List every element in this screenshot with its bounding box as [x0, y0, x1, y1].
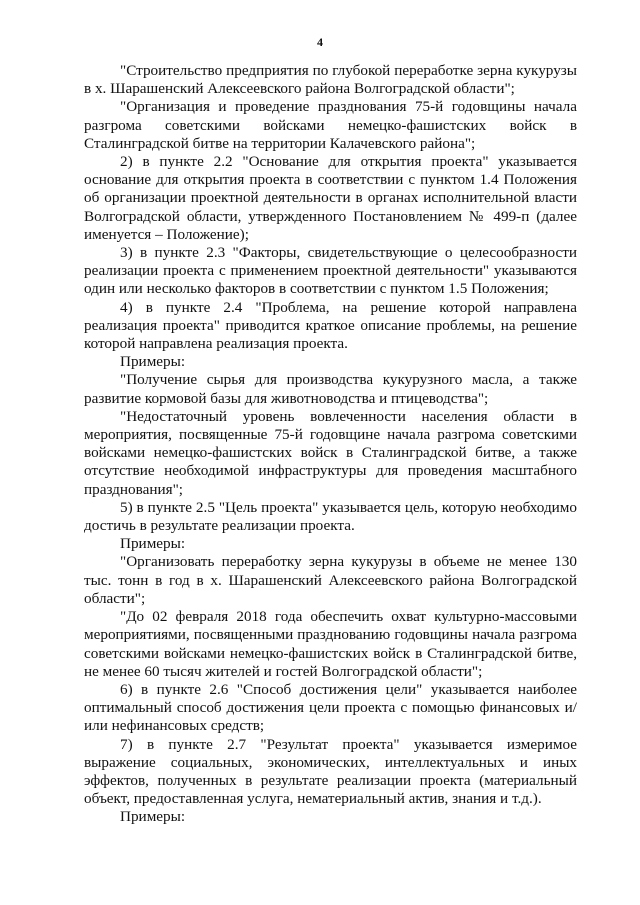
- clause-paragraph: 3) в пункте 2.3 "Факторы, свидетельствующие о целесообразности реализации проекта с применением проектной деятельности" указываются один или несколько факторов в соответствии с пунктом 1.5 Положения;: [84, 244, 577, 298]
- clause-paragraph: 5) в пункте 2.5 "Цель проекта" указывается цель, которую необходимо достичь в результате реализации проекта.: [84, 498, 577, 535]
- clause-paragraph: 7) в пункте 2.7 "Результат проекта" указывается измеримое выражение социальных, экономических, интеллектуальных и иных эффектов, полученных в результате реализации проекта (материальный объект, предоставленная услуга, нематериальный актив, знания и т.д.).: [84, 735, 577, 808]
- examples-heading: Примеры:: [120, 535, 186, 553]
- page-number: 4: [317, 35, 323, 49]
- quote-paragraph: "Недостаточный уровень вовлеченности населения области в мероприятия, посвященные 75-й годовщине начала разгрома советскими войсками немецко-фашистских войск в Сталинградской битве, а также отсутствие необходимой инфраструктуры для проведения масштабного празднования";: [84, 407, 577, 498]
- quote-paragraph: "Строительство предприятия по глубокой переработке зерна кукурузы в х. Шарашенский Алексеевского района Волгоградской области";: [84, 62, 577, 98]
- clause-paragraph: 2) в пункте 2.2 "Основание для открытия проекта" указывается основание для открытия проекта в соответствии с пунктом 1.4 Положения об организации проектной деятельности в органах исполнительной власти Волгоградской области, утвержденного Постановлением № 499-п (далее именуется – Положение);: [84, 153, 577, 243]
- document-body: [84, 62, 577, 827]
- clause-paragraph: 4) в пункте 2.4 "Проблема, на решение которой направлена реализация проекта" приводится краткое описание проблемы, на решение которой направлена реализация проекта.: [84, 298, 577, 353]
- quote-paragraph: "Получение сырья для производства кукурузного масла, а также развитие кормовой базы для животноводства и птицеводства";: [84, 371, 577, 407]
- examples-heading: Примеры:: [120, 353, 186, 371]
- examples-heading: Примеры:: [120, 808, 186, 826]
- quote-paragraph: "До 02 февраля 2018 года обеспечить охват культурно-массовыми мероприятиями, посвященными празднованию годовщины начала разгрома советскими войсками немецко-фашистских войск в Сталинградской битве, не менее 60 тысяч жителей и гостей Волгоградской области";: [84, 608, 577, 680]
- quote-paragraph: "Организовать переработку зерна кукурузы в объеме не менее 130 тыс. тонн в год в х. Шарашенский Алексеевского района Волгоградской области";: [84, 553, 577, 607]
- clause-paragraph: 6) в пункте 2.6 "Способ достижения цели" указывается наиболее оптимальный способ достижения цели проекта с помощью финансовых и/или нефинансовых средств;: [84, 680, 577, 735]
- quote-paragraph: "Организация и проведение празднования 75-й годовщины начала разгрома советскими войсками немецко-фашистских войск в Сталинградской битве на территории Калачевского района";: [84, 98, 577, 152]
